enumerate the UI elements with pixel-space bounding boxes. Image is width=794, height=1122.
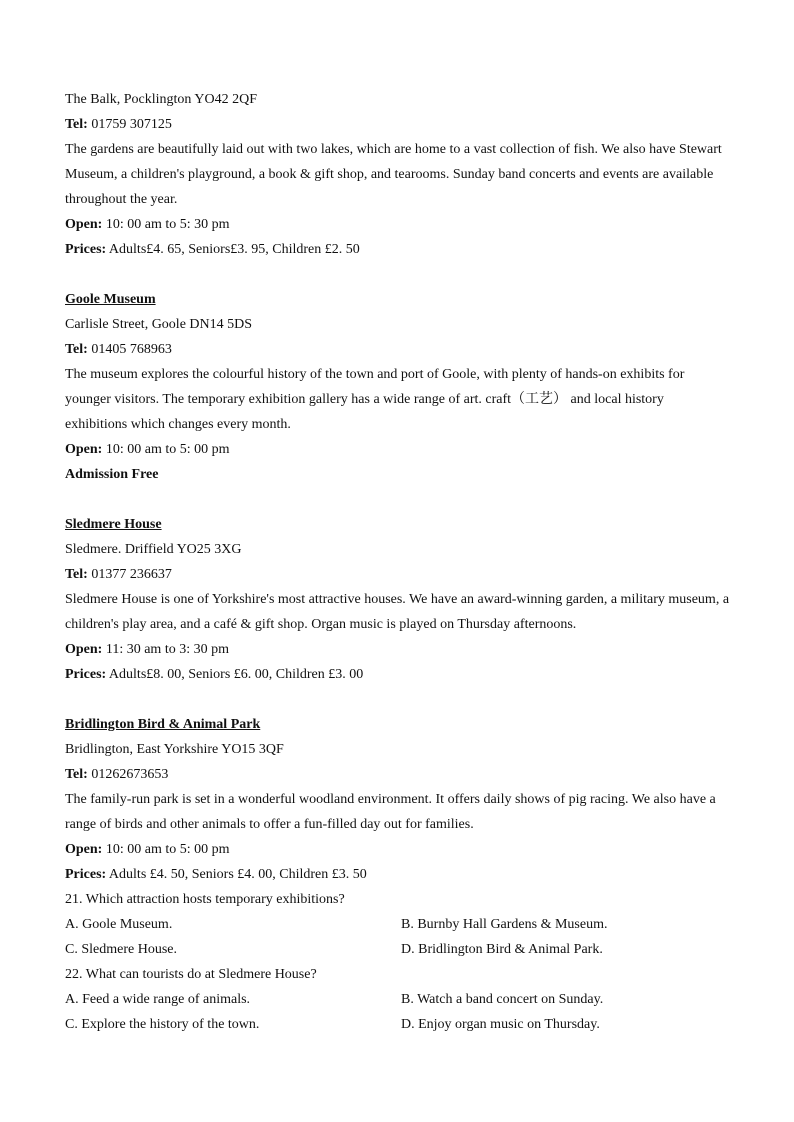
burnby-prices — [65, 237, 745, 262]
goole-title: Goole Museum — [65, 292, 156, 307]
sledmere-desc-line: Sledmere House is one of Yorkshire's most attractive houses. We have an award-winning garden, a military museum, a — [65, 592, 730, 607]
open-label: Open: — [65, 442, 103, 457]
burnby-address: The Balk, Pocklington YO42 2QF — [65, 92, 257, 107]
sledmere-prices — [65, 662, 745, 687]
document-page — [65, 87, 745, 1037]
option-c: C. Sledmere House. — [65, 942, 177, 957]
open-label: Open: — [65, 642, 103, 657]
tel-label: Tel: — [65, 567, 88, 582]
open-label: Open: — [65, 842, 103, 857]
burnby-desc-line: throughout the year. — [65, 192, 178, 207]
prices-label: Prices: — [65, 667, 107, 682]
goole-open — [65, 437, 745, 462]
burnby-desc-line: The gardens are beautifully laid out with two lakes, which are home to a vast collection of fish. We also have Stewart — [65, 142, 722, 157]
option-d: D. Bridlington Bird & Animal Park. — [401, 942, 603, 957]
bridlington-tel — [65, 762, 745, 787]
goole-desc-line: exhibitions which changes every month. — [65, 417, 291, 432]
bridlington-open — [65, 837, 745, 862]
question-options-row — [65, 912, 745, 937]
burnby-desc-line: Museum, a children's playground, a book & gift shop, and tearooms. Sunday band concerts and events are available — [65, 167, 714, 182]
option-a: A. Goole Museum. — [65, 917, 173, 932]
bridlington-address: Bridlington, East Yorkshire YO15 3QF — [65, 742, 284, 757]
burnby-tel — [65, 112, 745, 137]
question-stem: 22. What can tourists do at Sledmere House? — [65, 967, 317, 982]
goole-address: Carlisle Street, Goole DN14 5DS — [65, 317, 253, 332]
tel-number: 01262673653 — [87, 767, 169, 782]
prices-label: Prices: — [65, 867, 107, 882]
question-options-row — [65, 987, 745, 1012]
tel-label: Tel: — [65, 767, 88, 782]
bridlington-prices — [65, 862, 745, 887]
sledmere-tel — [65, 562, 745, 587]
prices-value: Adults £4. 50, Seniors £4. 00, Children £3. 50 — [106, 867, 367, 882]
tel-label: Tel: — [65, 342, 88, 357]
option-a: A. Feed a wide range of animals. — [65, 992, 251, 1007]
option-b: B. Watch a band concert on Sunday. — [401, 992, 604, 1007]
sledmere-title: Sledmere House — [65, 517, 162, 532]
tel-label: Tel: — [65, 117, 88, 132]
sledmere-desc-line: children's play area, and a café & gift shop. Organ music is played on Thursday afternoons. — [65, 617, 577, 632]
open-hours: 10: 00 am to 5: 00 pm — [102, 842, 230, 857]
prices-value: Adults£4. 65, Seniors£3. 95, Children £2. 50 — [106, 242, 360, 257]
option-c: C. Explore the history of the town. — [65, 1017, 260, 1032]
bridlington-title: Bridlington Bird & Animal Park — [65, 717, 261, 732]
goole-tel — [65, 337, 745, 362]
open-label: Open: — [65, 217, 103, 232]
question-stem: 21. Which attraction hosts temporary exhibitions? — [65, 892, 345, 907]
section-gap — [65, 687, 745, 712]
section-gap — [65, 262, 745, 287]
question-options-row — [65, 1012, 745, 1037]
sledmere-address: Sledmere. Driffield YO25 3XG — [65, 542, 242, 557]
tel-number: 01759 307125 — [87, 117, 172, 132]
goole-desc-line: The museum explores the colourful history of the town and port of Goole, with plenty of hands-on exhibits for — [65, 367, 685, 382]
prices-value: Adults£8. 00, Seniors £6. 00, Children £3. 00 — [106, 667, 364, 682]
question-options-row — [65, 937, 745, 962]
tel-number: 01377 236637 — [87, 567, 172, 582]
bridlington-desc-line: The family-run park is set in a wonderful woodland environment. It offers daily shows of pig racing. We also have a — [65, 792, 716, 807]
open-hours: 10: 00 am to 5: 00 pm — [102, 442, 230, 457]
prices-label: Prices: — [65, 242, 107, 257]
burnby-open — [65, 212, 745, 237]
goole-desc-line: younger visitors. The temporary exhibition gallery has a wide range of art. craft（工艺） and local history — [65, 392, 664, 407]
option-d: D. Enjoy organ music on Thursday. — [401, 1017, 600, 1032]
tel-number: 01405 768963 — [87, 342, 172, 357]
option-b: B. Burnby Hall Gardens & Museum. — [401, 917, 608, 932]
section-gap — [65, 487, 745, 512]
open-hours: 10: 00 am to 5: 30 pm — [102, 217, 230, 232]
sledmere-open — [65, 637, 745, 662]
open-hours: 11: 30 am to 3: 30 pm — [102, 642, 229, 657]
bridlington-desc-line: range of birds and other animals to offer a fun-filled day out for families. — [65, 817, 474, 832]
goole-admission: Admission Free — [65, 467, 159, 482]
